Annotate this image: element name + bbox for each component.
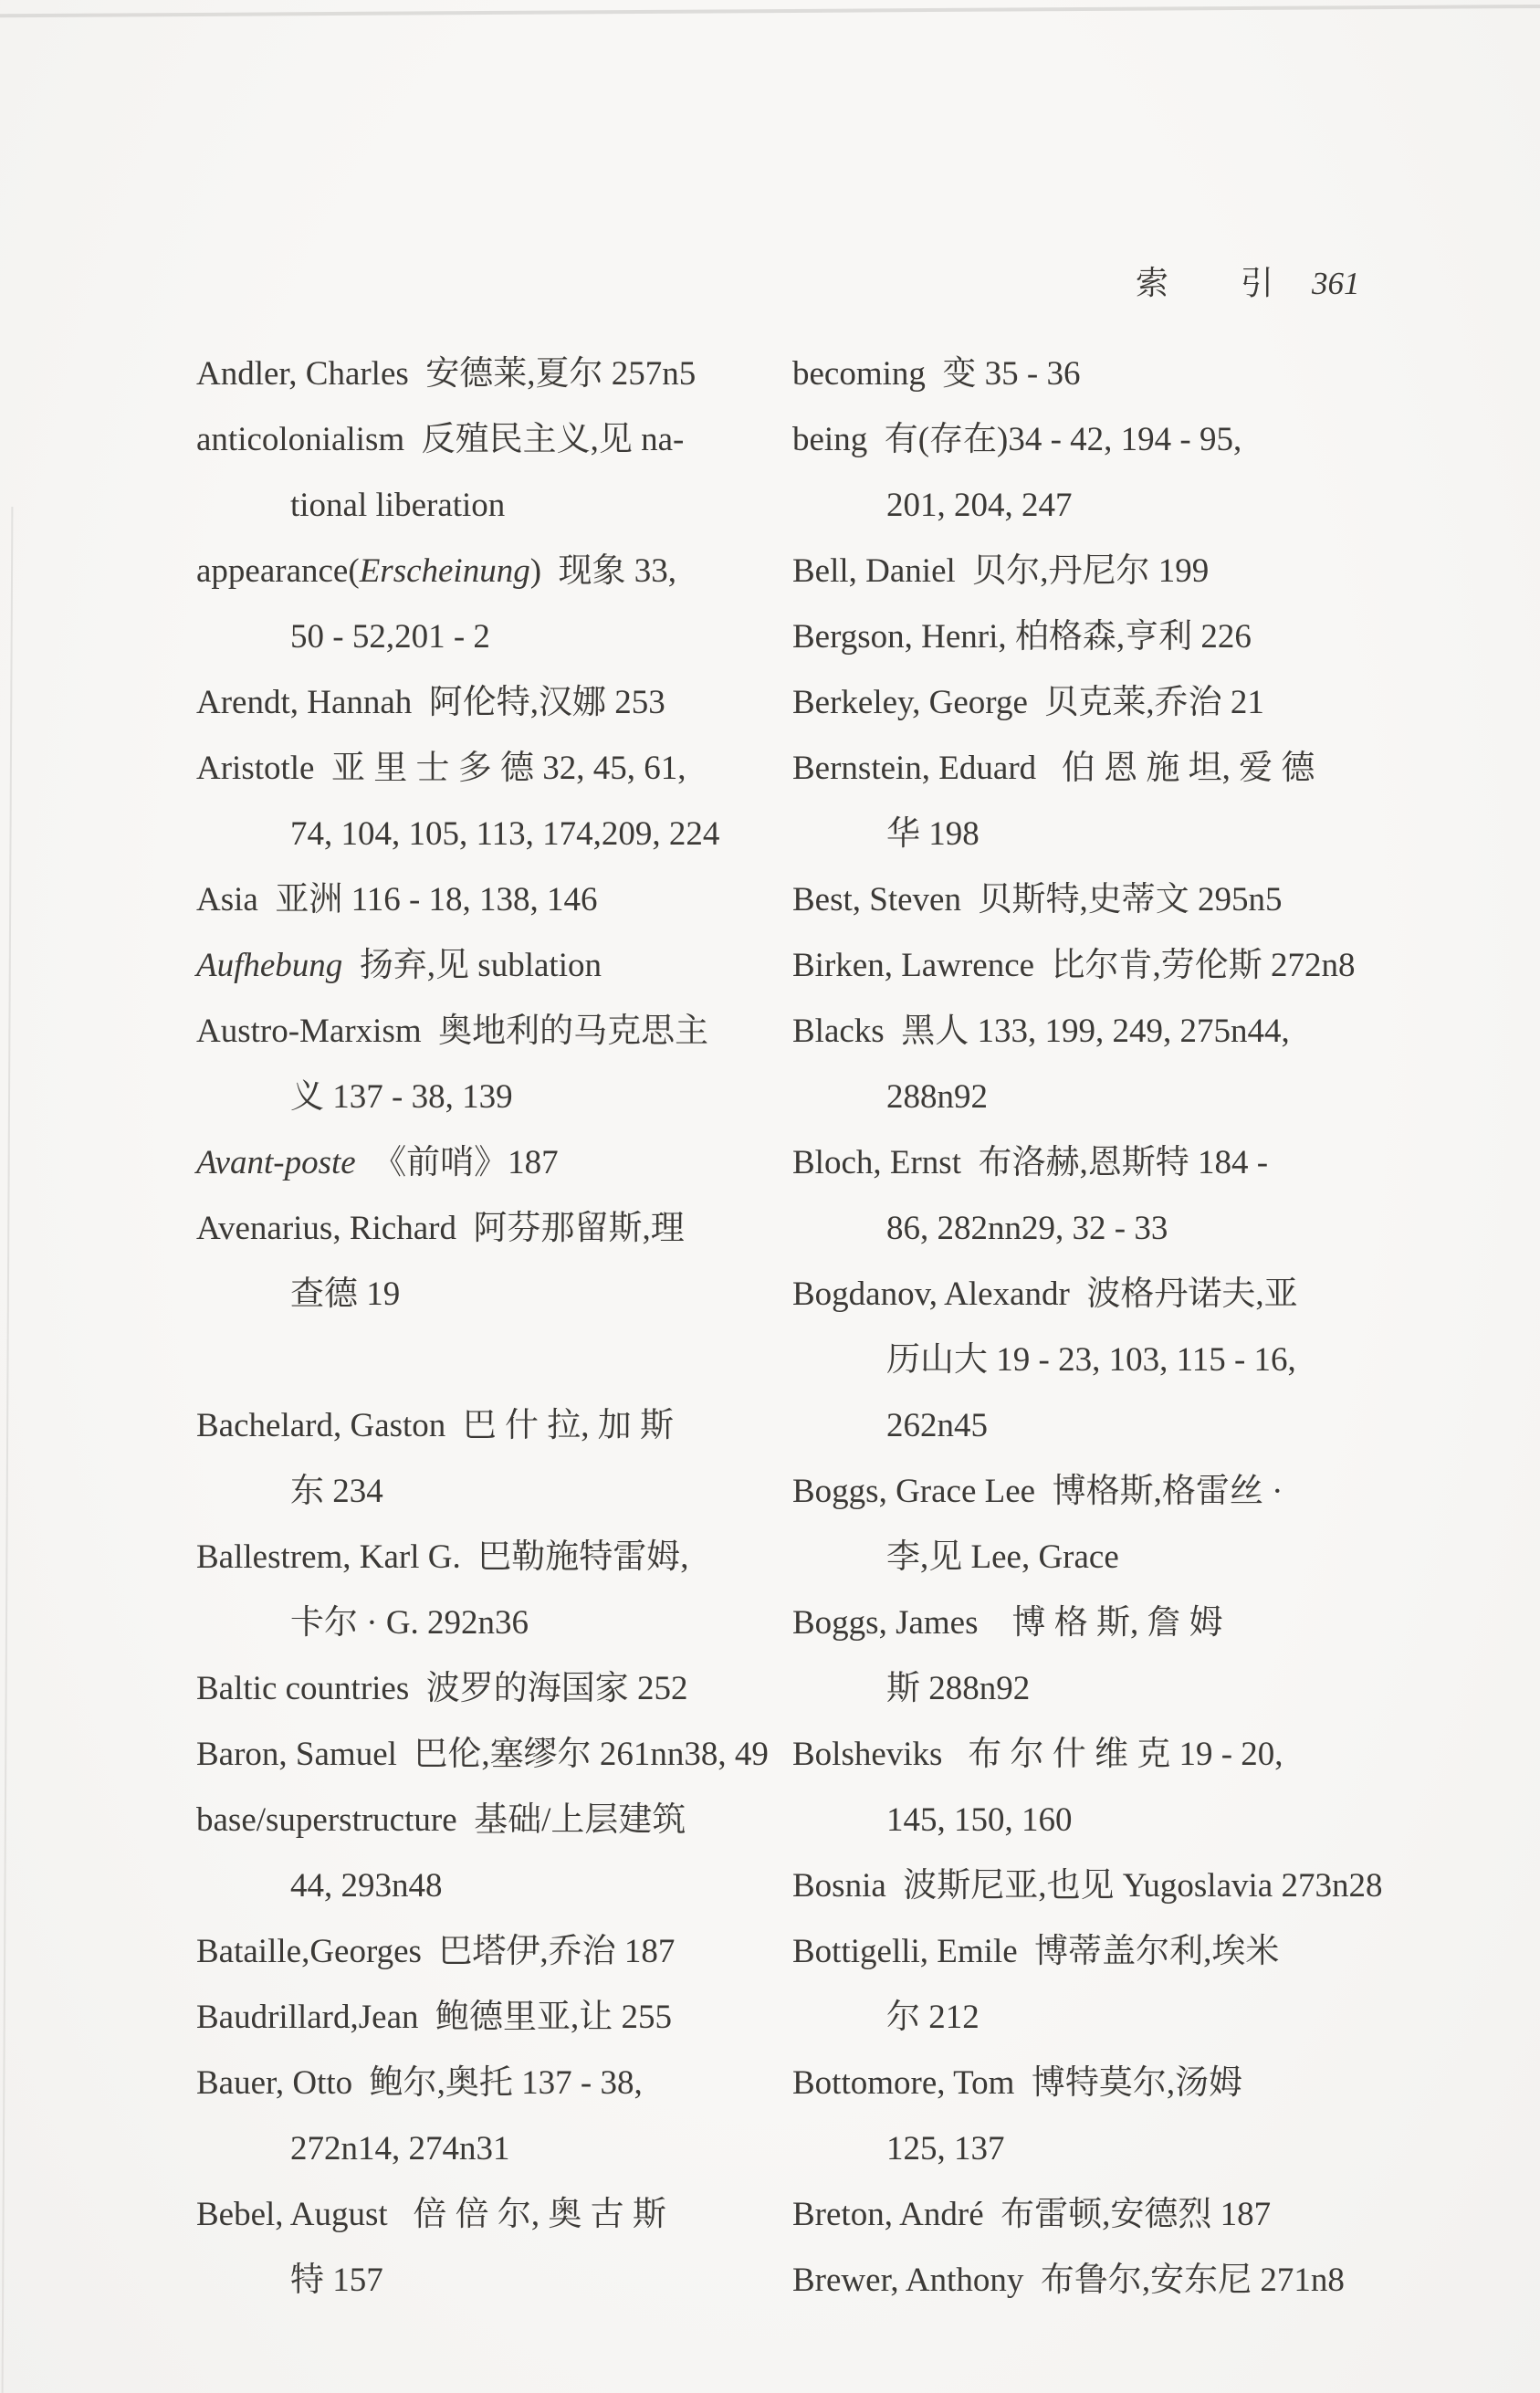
- index-text-run: Bolsheviks 布 尔 什 维 克 19 - 20,: [792, 1736, 1283, 1773]
- index-line: [792, 1459, 1418, 1525]
- index-text-run: Bell, Daniel 贝尔,丹尼尔 199: [792, 552, 1210, 590]
- index-line: [196, 1788, 780, 1853]
- index-text-run: 卡尔 · G. 292n36: [290, 1604, 529, 1642]
- page-header: [1103, 212, 1360, 355]
- index-line: [196, 539, 780, 604]
- index-line: [792, 1130, 1418, 1196]
- index-text-run: Bergson, Henri, 柏格森,亨利 226: [792, 618, 1252, 656]
- index-line: [196, 736, 780, 802]
- index-text-run: Breton, André 布雷顿,安德烈 187: [792, 2196, 1272, 2233]
- index-line: [196, 1985, 780, 2051]
- index-line: [196, 670, 780, 736]
- scan-edge-artifact-left: [2, 507, 14, 2393]
- index-text-run: 扬弃,见 sublation: [342, 947, 602, 984]
- index-text-run: Aristotle 亚 里 士 多 德 32, 45, 61,: [196, 750, 686, 787]
- index-text-run: 262n45: [886, 1407, 988, 1444]
- index-text-run: Blacks 黑人 133, 199, 249, 275n44,: [792, 1013, 1290, 1050]
- index-text-run: 李,见 Lee, Grace: [886, 1538, 1119, 1576]
- index-line: [196, 2051, 780, 2116]
- index-text-run: 125, 137: [886, 2130, 1005, 2167]
- index-text-run: 201, 204, 247: [886, 487, 1073, 524]
- index-line: [196, 1525, 780, 1590]
- index-line: [196, 1130, 780, 1196]
- index-text-run: Avenarius, Richard 阿芬那留斯,理: [196, 1210, 685, 1247]
- index-text-run: 288n92: [886, 1078, 988, 1116]
- index-text-run: Bebel, August 倍 倍 尔, 奥 古 斯: [196, 2196, 666, 2233]
- index-title: 索 引: [1136, 265, 1276, 301]
- index-text-run: 华 198: [886, 815, 980, 853]
- index-text-run: 74, 104, 105, 113, 174,209, 224: [290, 815, 720, 853]
- index-term-italic: Avant-poste: [196, 1144, 356, 1181]
- index-text-run: Austro-Marxism 奥地利的马克思主: [196, 1013, 709, 1050]
- index-line: [792, 1393, 1418, 1459]
- index-text-run: becoming 变 35 - 36: [792, 355, 1081, 393]
- index-text-run: Brewer, Anthony 布鲁尔,安东尼 271n8: [792, 2262, 1345, 2299]
- index-line: [196, 1919, 780, 1985]
- index-line: [792, 2182, 1418, 2248]
- left-column: [196, 341, 780, 2314]
- index-line: [792, 1919, 1418, 1985]
- index-text-run: Arendt, Hannah 阿伦特,汉娜 253: [196, 684, 665, 721]
- index-text-run: Andler, Charles 安德莱,夏尔 257n5: [196, 355, 697, 393]
- index-line: [792, 539, 1418, 604]
- index-line: [196, 473, 780, 539]
- index-text-run: Bogdanov, Alexandr 波格丹诺夫,亚: [792, 1275, 1298, 1313]
- scan-edge-artifact-top: [0, 5, 1540, 18]
- index-text-run: Baltic countries 波罗的海国家 252: [196, 1670, 688, 1707]
- index-text-run: Asia 亚洲 116 - 18, 138, 146: [196, 881, 598, 918]
- index-line: [792, 1853, 1418, 1919]
- index-text-run: tional liberation: [290, 487, 506, 524]
- index-text-run: Ballestrem, Karl G. 巴勒施特雷姆,: [196, 1538, 689, 1576]
- index-line: [792, 1788, 1418, 1853]
- index-text-run: Berkeley, George 贝克莱,乔治 21: [792, 684, 1264, 721]
- index-line: [196, 341, 780, 407]
- index-text-run: anticolonialism 反殖民主义,见 na-: [196, 421, 685, 458]
- index-text-run: Bottomore, Tom 博特莫尔,汤姆: [792, 2064, 1243, 2102]
- index-line: [792, 2051, 1418, 2116]
- index-line: [792, 2116, 1418, 2182]
- index-text-run: 历山大 19 - 23, 103, 115 - 16,: [886, 1341, 1296, 1379]
- index-text-run: Bataille,Georges 巴塔伊,乔治 187: [196, 1933, 676, 1970]
- index-line: [196, 604, 780, 670]
- index-line: [196, 1196, 780, 1262]
- index-line: [792, 736, 1418, 802]
- index-text-run: Bauer, Otto 鲍尔,奥托 137 - 38,: [196, 2064, 643, 2102]
- index-line: [792, 1525, 1418, 1590]
- index-line: [196, 1262, 780, 1328]
- index-text-run: Birken, Lawrence 比尔肯,劳伦斯 272n8: [792, 947, 1356, 984]
- index-term-italic: Aufhebung: [196, 947, 343, 984]
- index-line: [792, 867, 1418, 933]
- index-text-run: 义 137 - 38, 139: [290, 1078, 513, 1116]
- index-line: [792, 999, 1418, 1065]
- index-line: [196, 933, 780, 999]
- index-text-run: base/superstructure 基础/上层建筑: [196, 1801, 686, 1839]
- index-text-run: Baron, Samuel 巴伦,塞缪尔 261nn38, 49: [196, 1736, 769, 1773]
- index-text-run: Bloch, Ernst 布洛赫,恩斯特 184 -: [792, 1144, 1269, 1181]
- index-line: [196, 407, 780, 473]
- index-text-run: 查德 19: [290, 1275, 401, 1313]
- index-text-run: 特 157: [290, 2262, 383, 2299]
- index-text-run: Best, Steven 贝斯特,史蒂文 295n5: [792, 881, 1283, 918]
- index-text-run: Bernstein, Eduard 伯 恩 施 坦, 爱 德: [792, 750, 1315, 787]
- index-text-run: Bottigelli, Emile 博蒂盖尔利,埃米: [792, 1933, 1280, 1970]
- index-text-run: ) 现象 33,: [529, 552, 677, 590]
- index-text-run: 东 234: [290, 1473, 383, 1510]
- index-line: [792, 1590, 1418, 1656]
- index-line: [196, 2116, 780, 2182]
- index-text-run: 86, 282nn29, 32 - 33: [886, 1210, 1168, 1247]
- index-text-run: Boggs, James 博 格 斯, 詹 姆: [792, 1604, 1223, 1642]
- index-text-run: Boggs, Grace Lee 博格斯,格雷丝 ·: [792, 1473, 1283, 1510]
- index-line: [792, 604, 1418, 670]
- index-line: [196, 1459, 780, 1525]
- index-line: [196, 1393, 780, 1459]
- index-line: [792, 670, 1418, 736]
- index-text-run: Baudrillard,Jean 鲍德里亚,让 255: [196, 1999, 672, 2036]
- index-text-run: 44, 293n48: [290, 1867, 443, 1905]
- index-line: [792, 1262, 1418, 1328]
- index-text-run: 尔 212: [886, 1999, 980, 2036]
- index-line: [792, 1065, 1418, 1130]
- index-line: [196, 999, 780, 1065]
- index-line: [196, 802, 780, 867]
- index-line: [196, 2182, 780, 2248]
- index-text-run: 50 - 52,201 - 2: [290, 618, 490, 656]
- index-line: [792, 341, 1418, 407]
- index-line: [196, 1590, 780, 1656]
- index-text-run: Bosnia 波斯尼亚,也见 Yugoslavia 273n28: [792, 1867, 1383, 1905]
- index-line: [792, 1722, 1418, 1788]
- index-line: [792, 473, 1418, 539]
- index-line: [196, 2248, 780, 2314]
- index-line: [792, 1656, 1418, 1722]
- index-line: [196, 1065, 780, 1130]
- index-text-run: Bachelard, Gaston 巴 什 拉, 加 斯: [196, 1407, 675, 1444]
- index-term-italic: Erscheinung: [359, 552, 530, 590]
- index-line: [792, 1985, 1418, 2051]
- index-line: [196, 1722, 780, 1788]
- index-text-run: 斯 288n92: [886, 1670, 1031, 1707]
- index-line: [196, 1656, 780, 1722]
- index-text-run: 145, 150, 160: [886, 1801, 1073, 1839]
- index-line: [792, 2248, 1418, 2314]
- index-line: [792, 407, 1418, 473]
- index-text-run: 《前哨》187: [355, 1144, 559, 1181]
- index-text-run: appearance(: [196, 552, 360, 590]
- page-number: 361: [1312, 266, 1360, 301]
- index-line: [792, 933, 1418, 999]
- index-line: [792, 802, 1418, 867]
- index-line: [792, 1196, 1418, 1262]
- index-line: [792, 1328, 1418, 1393]
- index-text-run: being 有(存在)34 - 42, 194 - 95,: [792, 421, 1242, 458]
- right-column: [792, 341, 1418, 2314]
- index-line: [196, 1853, 780, 1919]
- index-text-run: 272n14, 274n31: [290, 2130, 510, 2167]
- index-line: [196, 867, 780, 933]
